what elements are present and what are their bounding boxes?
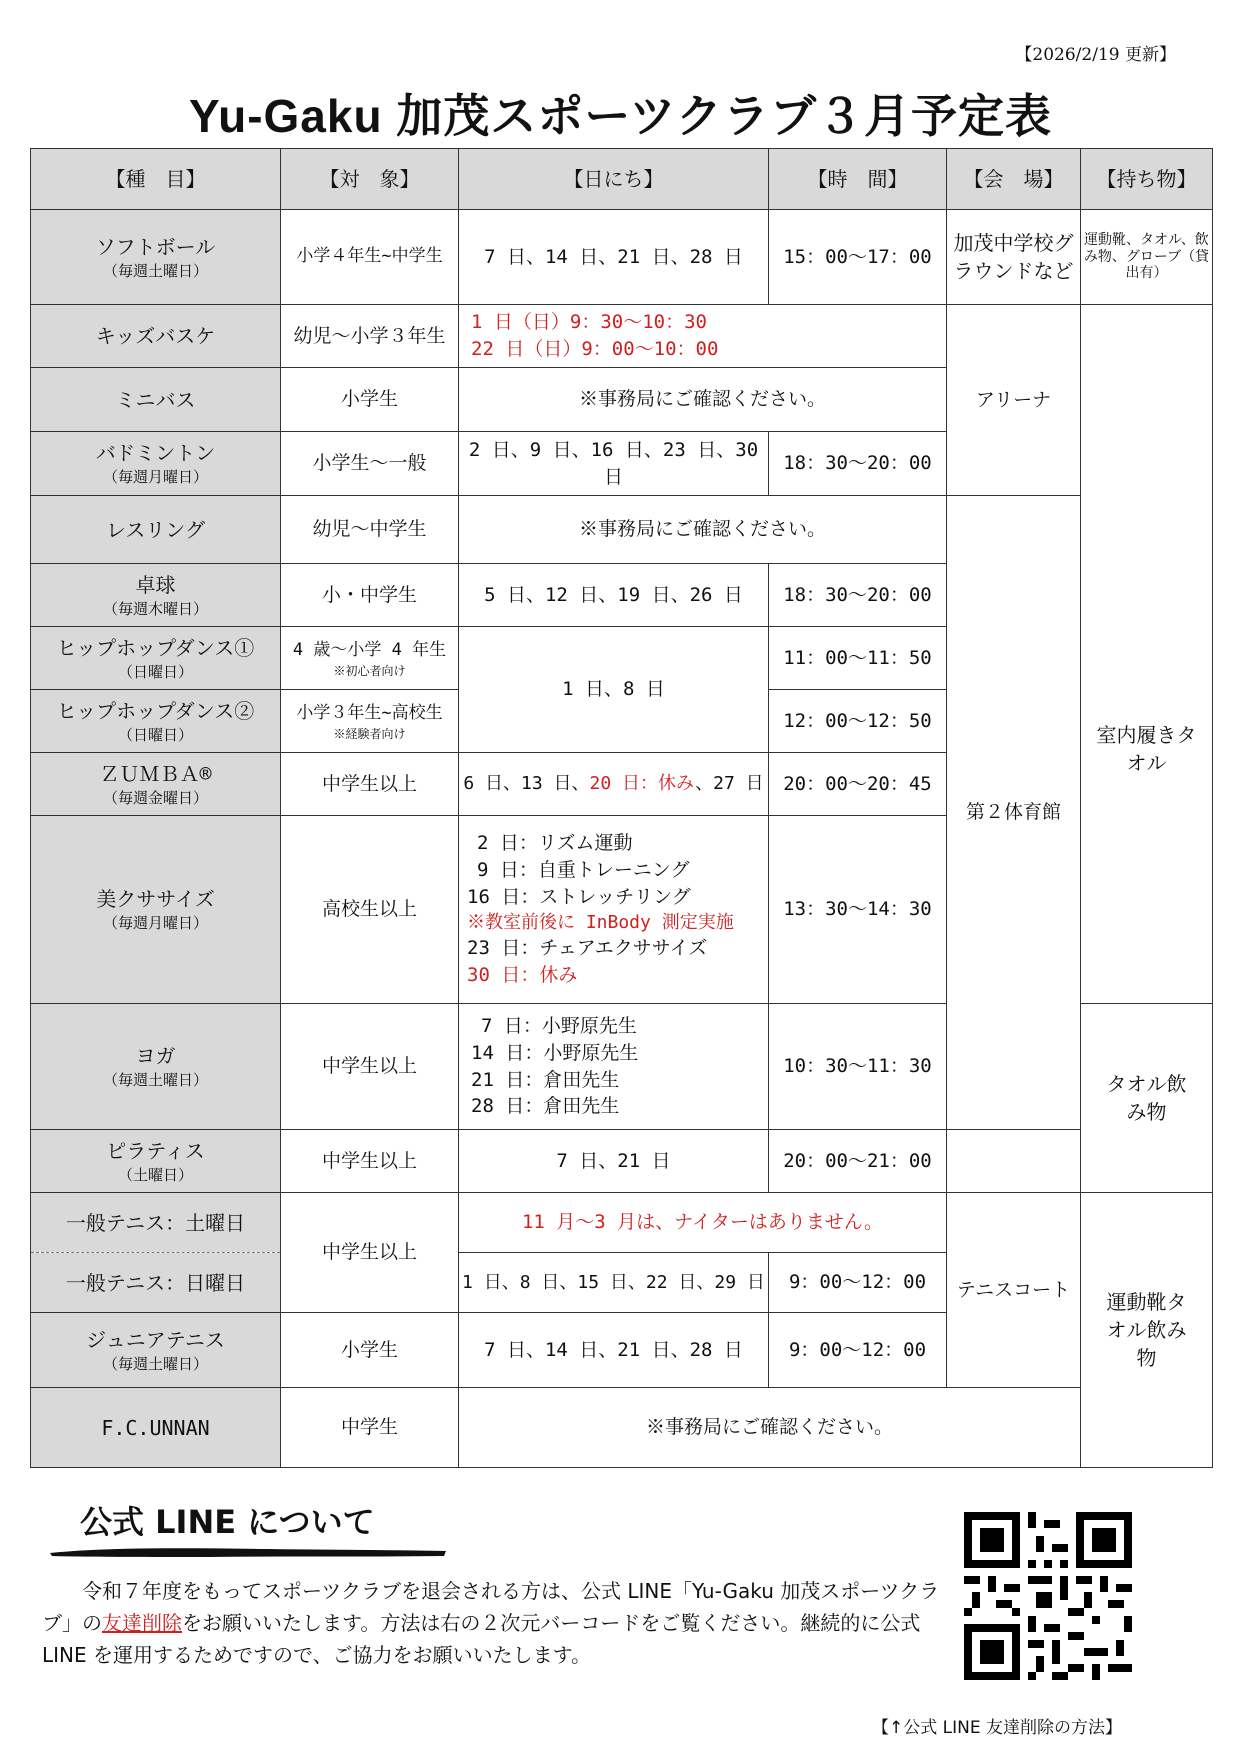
sport-name: ヒップホップダンス② xyxy=(56,698,255,723)
target-cell: 高校生以上 xyxy=(281,816,459,1004)
time-cell: 9：00～12：00 xyxy=(769,1313,947,1388)
time-cell: 12：00～12：50 xyxy=(769,690,947,753)
target-cell xyxy=(281,627,459,690)
brush-stroke-divider xyxy=(48,1545,448,1559)
page-title: Yu-Gaku 加茂スポーツクラブ３月予定表 xyxy=(188,90,1053,142)
date-off-text: 20 日：休み xyxy=(589,773,696,795)
table-row xyxy=(31,496,1213,564)
date-text: 6 日、13 日、 xyxy=(463,773,590,795)
target-text: 4 歳～小学 4 年生 xyxy=(292,640,447,661)
target-cell: 小学４年生~中学生 xyxy=(281,210,459,305)
sport-frequency: （毎週月曜日） xyxy=(102,914,208,932)
sport-frequency: （土曜日） xyxy=(117,1165,193,1184)
target-cell: 中学生以上 xyxy=(281,1130,459,1193)
time-cell: 18：30～20：00 xyxy=(769,432,947,496)
time-cell: 15：00～17：00 xyxy=(769,210,947,305)
venue-cell: 第２体育館 xyxy=(947,496,1081,1130)
paragraph-text: をお願いいたします。方法は右の２次元バーコードをご覧ください。継続的に公式 LINE を運用するためですので、ご協力をお願いいたします。 xyxy=(42,1611,921,1667)
sport-cell xyxy=(31,1388,281,1468)
target-cell: 中学生以上 xyxy=(281,753,459,816)
sport-cell xyxy=(31,627,281,690)
dates-cell: 2 日、9 日、16 日、23 日、30 日 xyxy=(459,432,769,496)
time-cell: 13：30～14：30 xyxy=(769,816,947,1004)
dates-cell: ※事務局にご確認ください。 xyxy=(459,1388,1081,1468)
time-cell: 18：30～20：00 xyxy=(769,564,947,627)
sport-name: 一般テニス：土曜日 xyxy=(65,1210,246,1235)
sport-name: 美クササイズ xyxy=(96,887,215,911)
sport-cell xyxy=(31,1313,281,1388)
date-line: 1 日（日）9：30～10：30 xyxy=(471,311,707,334)
venue-cell: アリーナ xyxy=(947,305,1081,496)
items-text: タオル飲み物 xyxy=(1106,1072,1187,1124)
sport-name: ジュニアテニス xyxy=(86,1327,225,1352)
dates-cell: 11 月～3 月は、ナイターはありません。 xyxy=(459,1193,947,1253)
header-target: 【対 象】 xyxy=(281,149,459,210)
sport-name: F.C.UNNAN xyxy=(101,1415,210,1440)
time-cell: 11：00～11：50 xyxy=(769,627,947,690)
target-cell: 幼児～小学３年生 xyxy=(281,305,459,368)
sport-cell xyxy=(31,1130,281,1193)
items-cell xyxy=(1081,1193,1213,1468)
dates-cell: 7 日、21 日 xyxy=(459,1130,769,1193)
date-line: 7 日：小野原先生 xyxy=(481,1015,637,1038)
sport-cell xyxy=(31,753,281,816)
sport-frequency: （毎週土曜日） xyxy=(102,1071,208,1089)
items-text: 運動靴タオル飲み物 xyxy=(1106,1290,1187,1370)
target-text: 小学３年生~高校生 xyxy=(296,703,443,724)
sport-frequency: （日曜日） xyxy=(117,662,193,681)
line-section-paragraph xyxy=(42,1575,942,1671)
sport-cell xyxy=(31,1004,281,1130)
sport-name: ヨガ xyxy=(135,1044,176,1068)
header-sport: 【種 目】 xyxy=(31,149,281,210)
sport-name: 一般テニス：日曜日 xyxy=(65,1270,246,1295)
date-note: ※教室前後に InBody 測定実施 xyxy=(467,912,734,934)
target-cell: 小学生～一般 xyxy=(281,432,459,496)
line-section-heading: 公式 LINE について xyxy=(80,1503,375,1541)
date-line: 23 日：チェアエクササイズ xyxy=(467,937,708,960)
items-cell xyxy=(1081,305,1213,496)
sport-name: ミニバス xyxy=(115,387,196,412)
sport-name: キッズバスケ xyxy=(95,324,216,348)
items-text: 室内履きタオル xyxy=(1096,723,1197,776)
sport-name: ピラティス xyxy=(106,1138,205,1163)
date-text: 、27 日 xyxy=(695,773,764,795)
table-header-row xyxy=(31,149,1213,210)
sport-name: バドミントン xyxy=(95,441,216,465)
dates-cell xyxy=(459,753,769,816)
sport-cell xyxy=(31,496,281,564)
time-cell: 20：00～20：45 xyxy=(769,753,947,816)
target-cell: 中学生 xyxy=(281,1388,459,1468)
sport-frequency: （毎週土曜日） xyxy=(102,1354,208,1373)
dates-cell: ※事務局にご確認ください。 xyxy=(459,368,947,432)
sport-frequency: （毎週金曜日） xyxy=(102,788,208,807)
table-row xyxy=(31,1130,1213,1193)
header-items: 【持ち物】 xyxy=(1081,149,1213,210)
sport-name: ヒップホップダンス① xyxy=(56,635,255,660)
date-line: 16 日：ストレッチリング xyxy=(467,885,691,908)
venue-cell: 加茂中学校グラウンドなど xyxy=(947,210,1081,305)
sport-cell xyxy=(31,1253,281,1313)
sport-cell xyxy=(31,432,281,496)
updated-date: 【2026/2/19 更新】 xyxy=(1015,45,1176,65)
dates-cell: 5 日、12 日、19 日、26 日 xyxy=(459,564,769,627)
venue-cell: テニスコート xyxy=(947,1193,1081,1388)
time-cell: 10：30～11：30 xyxy=(769,1004,947,1130)
date-line: 2 日：リズム運動 xyxy=(477,832,633,855)
sport-cell xyxy=(31,305,281,368)
dates-cell: ※事務局にご確認ください。 xyxy=(459,496,947,564)
target-cell xyxy=(281,690,459,753)
date-off-text: 30 日：休み xyxy=(467,963,578,986)
header-venue: 【会 場】 xyxy=(947,149,1081,210)
date-line: 9 日：自重トレーニング xyxy=(477,859,690,882)
dates-cell: 7 日、14 日、21 日、28 日 xyxy=(459,210,769,305)
table-row xyxy=(31,210,1213,305)
sport-name: ソフトボール xyxy=(95,234,216,259)
table-row xyxy=(31,1193,1213,1253)
target-note: ※初心者向け xyxy=(333,664,406,678)
sport-cell xyxy=(31,210,281,305)
header-dates: 【日にち】 xyxy=(459,149,769,210)
sport-name: ＺＵＭＢＡ® xyxy=(99,761,212,786)
sport-cell xyxy=(31,816,281,1004)
paragraph-text: 令和７年度をもってスポーツクラブを退会される方は、公式 LINE「Yu-Gaku 加茂スポーツクラブ」の xyxy=(42,1579,940,1635)
sport-cell xyxy=(31,690,281,753)
sport-cell xyxy=(31,564,281,627)
table-row xyxy=(31,1388,1213,1468)
sport-cell xyxy=(31,1193,281,1253)
schedule-table xyxy=(30,148,1213,1468)
date-line: 28 日：倉田先生 xyxy=(471,1095,620,1118)
dates-cell: 7 日、14 日、21 日、28 日 xyxy=(459,1313,769,1388)
sport-frequency: （毎週土曜日） xyxy=(102,261,208,280)
qr-code-icon[interactable] xyxy=(964,1512,1132,1680)
sport-name: 卓球 xyxy=(135,572,176,597)
target-cell: 小学生 xyxy=(281,368,459,432)
table-row xyxy=(31,305,1213,368)
unfriend-highlight: 友達削除 xyxy=(102,1611,182,1635)
items-cell: 運動靴、タオル、飲み物、グローブ（貸出有） xyxy=(1081,210,1213,305)
sport-cell xyxy=(31,368,281,432)
target-note: ※経験者向け xyxy=(333,727,406,741)
target-cell: 小学生 xyxy=(281,1313,459,1388)
dates-cell xyxy=(459,1004,769,1130)
sport-frequency: （日曜日） xyxy=(117,725,193,744)
dates-cell: 1 日、8 日 xyxy=(459,627,769,753)
date-line: 21 日：倉田先生 xyxy=(471,1068,620,1091)
sport-frequency: （毎週木曜日） xyxy=(102,599,208,618)
time-cell: 9：00～12：00 xyxy=(769,1253,947,1313)
target-cell: 中学生以上 xyxy=(281,1193,459,1313)
target-cell: 幼児～中学生 xyxy=(281,496,459,564)
sport-frequency: （毎週月曜日） xyxy=(102,468,208,486)
dates-cell xyxy=(459,816,769,1004)
sport-name: レスリング xyxy=(106,517,205,542)
items-cell xyxy=(1081,1004,1213,1193)
target-cell: 小・中学生 xyxy=(281,564,459,627)
target-cell: 中学生以上 xyxy=(281,1004,459,1130)
qr-caption: 【↑公式 LINE 友達削除の方法】 xyxy=(872,1718,1122,1738)
dates-cell: 1 日、8 日、15 日、22 日、29 日 xyxy=(459,1253,769,1313)
date-line: 14 日：小野原先生 xyxy=(471,1041,639,1064)
date-line: 22 日（日）9：00～10：00 xyxy=(471,338,719,360)
items-cell xyxy=(1081,496,1213,1004)
time-cell: 20：00～21：00 xyxy=(769,1130,947,1193)
header-time: 【時 間】 xyxy=(769,149,947,210)
dates-cell xyxy=(459,305,947,368)
